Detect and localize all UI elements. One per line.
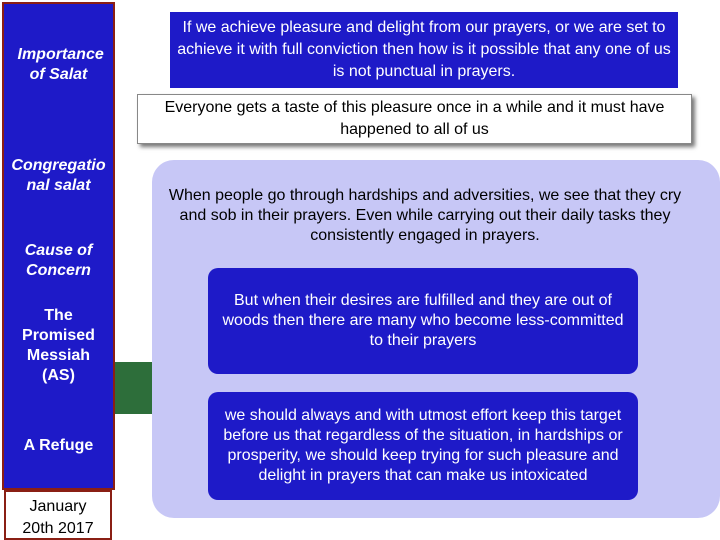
inner-box-utmost-effort (208, 392, 638, 500)
date-label: January 20th 2017 (22, 498, 94, 537)
sidebar (2, 2, 115, 490)
panel-text: When people go through hardships and adversities, we see that they cry and sob in their prayers. Even while carrying out their daily tasks they consistently engaged in prayers. (168, 187, 682, 244)
taste-text: Everyone gets a taste of this pleasure once in a while and it must have happened to all of us (164, 99, 665, 138)
top-quote-text: If we achieve pleasure and delight from our prayers, or we are set to achieve it with full conviction then how is it possible that any one of us is not punctual in prayers. (177, 19, 671, 80)
top-quote-box (170, 12, 678, 88)
sidebar-item-a-refuge[interactable] (4, 436, 113, 456)
sidebar-item-label: Importance of Salat (17, 46, 104, 83)
sidebar-item-label: The Promised Messiah (AS) (22, 307, 95, 384)
sidebar-item-promised-messiah[interactable] (4, 306, 113, 386)
inner-box-fulfilled-desires (208, 268, 638, 374)
sidebar-item-label: Cause of Concern (24, 242, 93, 279)
taste-box (137, 94, 692, 144)
inner-box-text: But when their desires are fulfilled and they are out of woods then there are many who become less-committed to their prayers (222, 292, 624, 349)
sidebar-item-label: Congregational salat (11, 157, 106, 194)
sidebar-item-label: A Refuge (23, 437, 94, 454)
inner-box-text: we should always and with utmost effort keep this target before us that regardless of the situation, in hardships or prosperity, we should keep trying for such pleasure and delight in prayers that can make us intoxicated (223, 407, 623, 484)
sidebar-item-cause-of-concern[interactable] (4, 241, 113, 281)
sidebar-item-importance-of-salat[interactable] (4, 45, 113, 85)
date-box (4, 490, 112, 540)
sidebar-item-congregational-salat[interactable] (4, 156, 113, 196)
decorative-band-left (115, 362, 155, 414)
